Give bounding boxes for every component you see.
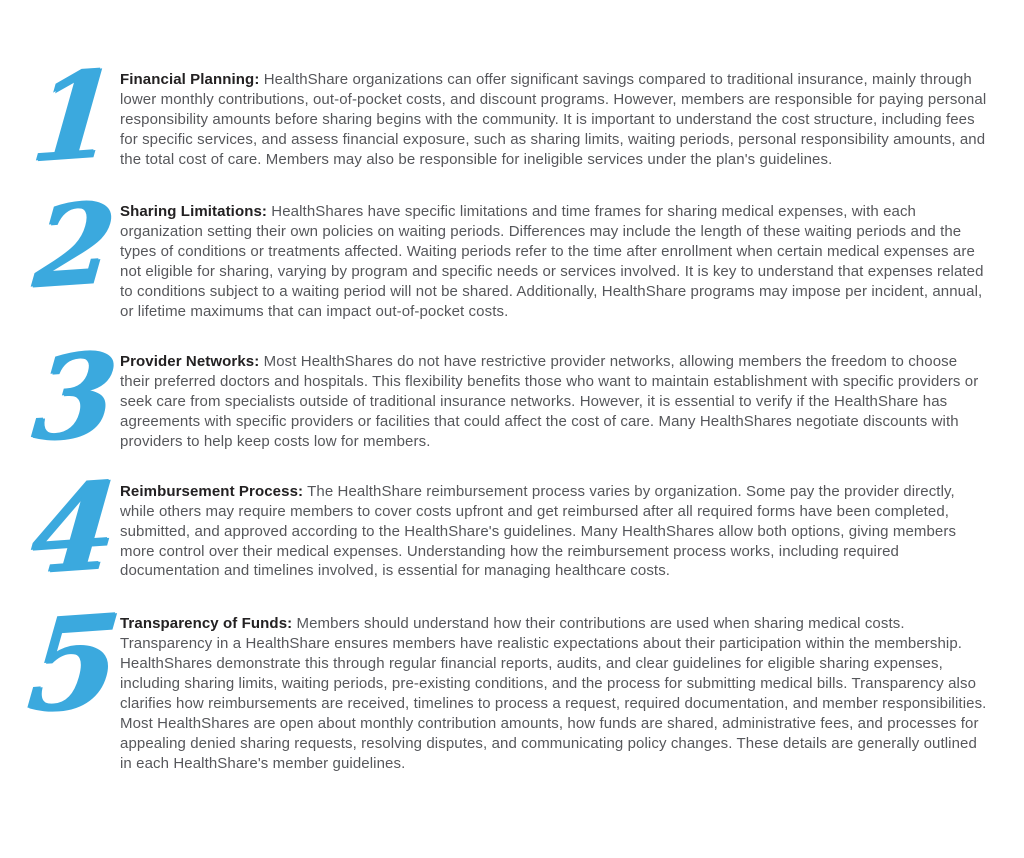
number-column (25, 43, 123, 190)
item-paragraph (120, 352, 990, 452)
item-heading: Provider Networks: (120, 353, 260, 371)
item-body: Most HealthShares do not have restrictive provider networks, allowing members the freedom to choose their preferred doctors and hospitals. This flexibility benefits those who want to maintain establishment with specific providers or seek care from specialists outside of traditional insurance networks. However, it is essential to verify if the HealthShare has agreements with specific providers or facilities that could affect the cost of care. Many HealthShares negotiate discounts with providers to help keep costs low for members. (120, 353, 979, 450)
number-column (22, 586, 126, 743)
item-heading: Sharing Limitations: (120, 203, 268, 221)
brush-number-2-icon: 2 (28, 177, 120, 314)
item-body: HealthShare organizations can offer significant savings compared to traditional insurance, mainly through lower monthly contributions, out-of-pocket costs, and discount programs. However, members are responsible for paying personal responsibility amounts before sharing begins with the community. It is important to understand the cost structure, including fees for specific services, and assess financial exposure, such as sharing limits, waiting periods, personal responsibility amounts, and the total cost of care. Members may also be responsible for ineligible services under the plan's guidelines. (120, 71, 987, 168)
item-paragraph (120, 614, 990, 774)
item-text (120, 348, 990, 452)
item-heading: Reimbursement Process: (120, 482, 304, 500)
list-item (25, 43, 990, 190)
item-text (120, 66, 990, 170)
item-paragraph (120, 70, 990, 170)
item-paragraph (120, 482, 990, 582)
number-column (27, 326, 121, 468)
brush-number-1-icon: 1 (25, 43, 123, 190)
list-item (27, 326, 990, 468)
item-text (120, 610, 990, 774)
list-item (25, 454, 990, 602)
item-body: Members should understand how their contributions are used when sharing medical costs. Transparency in a HealthShare ensures members have realistic expectations about their participation within the membership. HealthShares demonstrate this through regular financial reports, audits, and clear guidelines for eligible sharing expenses, including sharing limits, waiting periods, pre-existing conditions, and the process for submitting medical bills. Transparency also clarifies how reimbursements are received, timelines to process a request, required documentation, and member responsibilities. Most HealthShares are open about monthly contribution amounts, how funds are shared, administrative fees, and processes for appealing denied sharing requests, resolving disputes, and communicating policy changes. These details are generally outlined in each HealthShare's member guidelines. (120, 615, 987, 772)
item-text (120, 198, 990, 322)
number-column (28, 177, 120, 314)
item-heading: Transparency of Funds: (120, 615, 293, 633)
item-body: HealthShares have specific limitations and time frames for sharing medical expenses, with each organization setting their own policies on waiting periods. Differences may include the length of these waiting periods and the types of conditions or treatments affected. Waiting periods refer to the time after enrollment when certain medical expenses are not eligible for sharing, varying by program and specific needs or services involved. It is key to understand that expenses related to conditions subject to a waiting period will not be shared. Additionally, HealthShare programs may impose per incident, annual, or lifetime maximums that can impact out-of-pocket costs. (120, 203, 984, 321)
brush-number-3-icon: 3 (27, 326, 121, 468)
item-text (120, 478, 990, 582)
number-column (25, 454, 123, 602)
brush-number-4-icon: 4 (25, 454, 123, 602)
item-heading: Financial Planning: (120, 71, 260, 88)
list-item (28, 177, 990, 322)
item-paragraph (120, 202, 990, 322)
list-item (22, 586, 990, 774)
item-body: The HealthShare reimbursement process varies by organization. Some pay the provider directly, while others may require members to cover costs upfront and get reimbursed after all required forms have been completed, submitted, and approved according to the HealthShare's guidelines. Many HealthShares allow both options, giving members more control over their medical expenses. Understanding how the reimbursement process works, including required documentation and timelines involved, is essential for managing healthcare costs. (120, 482, 957, 580)
brush-number-5-icon: 5 (22, 586, 126, 743)
